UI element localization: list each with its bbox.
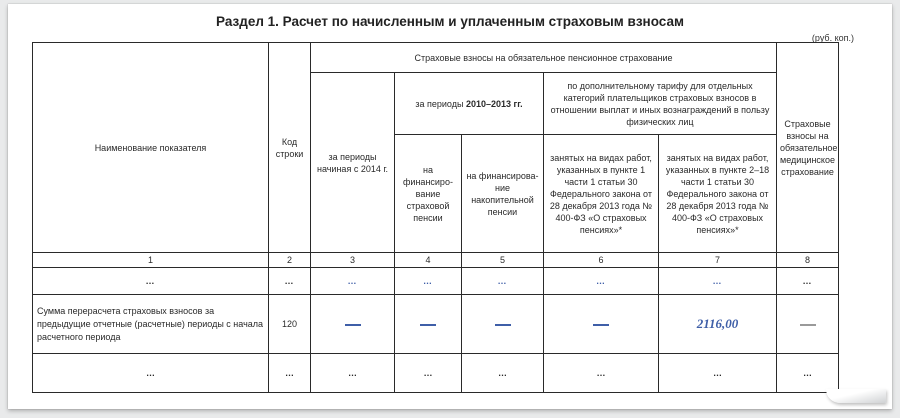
ellipsis-cell: …: [777, 268, 839, 295]
ellipsis-cell: …: [544, 354, 659, 393]
header-funded-pension: на финансирова-ние накопительной пенсии: [462, 135, 544, 253]
row-120-code: 120: [269, 295, 311, 354]
dash-icon: [593, 324, 609, 326]
row-120-name: Сумма перерасчета страховых взносов за предыдущие отчетные (расчетные) периоды с начала расчетного периода: [33, 295, 269, 354]
ellipsis-cell: …: [544, 268, 659, 295]
col-num: 5: [462, 253, 544, 268]
table-row-120: [33, 295, 839, 354]
ellipsis-cell: …: [311, 268, 395, 295]
ellipsis-cell: …: [659, 268, 777, 295]
empty-dash-cell: [462, 295, 544, 354]
ellipsis-cell: …: [462, 268, 544, 295]
ellipsis-cell: …: [311, 354, 395, 393]
header-pension-group: Страховые взносы на обязательное пенсионное страхование: [311, 43, 777, 73]
ellipsis-cell: …: [777, 354, 839, 393]
col-num: 4: [395, 253, 462, 268]
dash-icon: [800, 324, 816, 326]
empty-dash-cell: [777, 295, 839, 354]
ellipsis-cell: …: [33, 268, 269, 295]
empty-dash-cell: [544, 295, 659, 354]
col-num: 6: [544, 253, 659, 268]
row-120-col7-amount: 2116,00: [659, 295, 777, 354]
ellipsis-cell: …: [269, 354, 311, 393]
units-note: (руб. коп.): [811, 33, 854, 43]
ellipsis-cell: …: [269, 268, 311, 295]
empty-dash-cell: [311, 295, 395, 354]
table-row: [33, 268, 839, 295]
header-since-2014: за периоды начиная с 2014 г.: [311, 73, 395, 253]
empty-dash-cell: [395, 295, 462, 354]
col-num: 7: [659, 253, 777, 268]
ellipsis-cell: …: [33, 354, 269, 393]
form-sheet: [8, 4, 892, 409]
section-title: Раздел 1. Расчет по начисленным и уплаченным страховым взносам: [216, 14, 684, 29]
header-point1: занятых на видах работ, указанных в пункте 1 части 1 статьи 30 Федерального закона от 28 декабря 2013 года № 400-ФЗ «О страховых пенсиях»*: [544, 135, 659, 253]
col-num: 8: [777, 253, 839, 268]
col-num: 1: [33, 253, 269, 268]
ellipsis-cell: …: [395, 354, 462, 393]
col-num: 3: [311, 253, 395, 268]
dash-icon: [345, 324, 361, 326]
header-additional-tariff: по дополнительному тарифу для отдельных категорий плательщиков страховых взносов в отношении выплат и иных вознаграждений в пользу физических лиц: [544, 73, 777, 135]
dash-icon: [420, 324, 436, 326]
page-curl: [826, 389, 886, 403]
header-points2-18: занятых на видах работ, указанных в пункте 2–18 части 1 статьи 30 Федерального закона от 28 декабря 2013 года № 400-ФЗ «О страховых пенсиях»*: [659, 135, 777, 253]
dash-icon: [495, 324, 511, 326]
contributions-table: [32, 42, 839, 393]
header-name: Наименование показателя: [33, 43, 269, 253]
header-insurance-pension: на финансиро-вание страховой пенсии: [395, 135, 462, 253]
header-period-2010-2013: за периоды 2010–2013 гг.: [395, 73, 544, 135]
header-medical: Страховые взносы на обязательное медицинское страхование: [777, 43, 839, 253]
ellipsis-cell: …: [395, 268, 462, 295]
ellipsis-cell: …: [462, 354, 544, 393]
column-numbers-row: [33, 253, 839, 268]
table-row: [33, 354, 839, 393]
ellipsis-cell: …: [659, 354, 777, 393]
header-code: Код строки: [269, 43, 311, 253]
col-num: 2: [269, 253, 311, 268]
